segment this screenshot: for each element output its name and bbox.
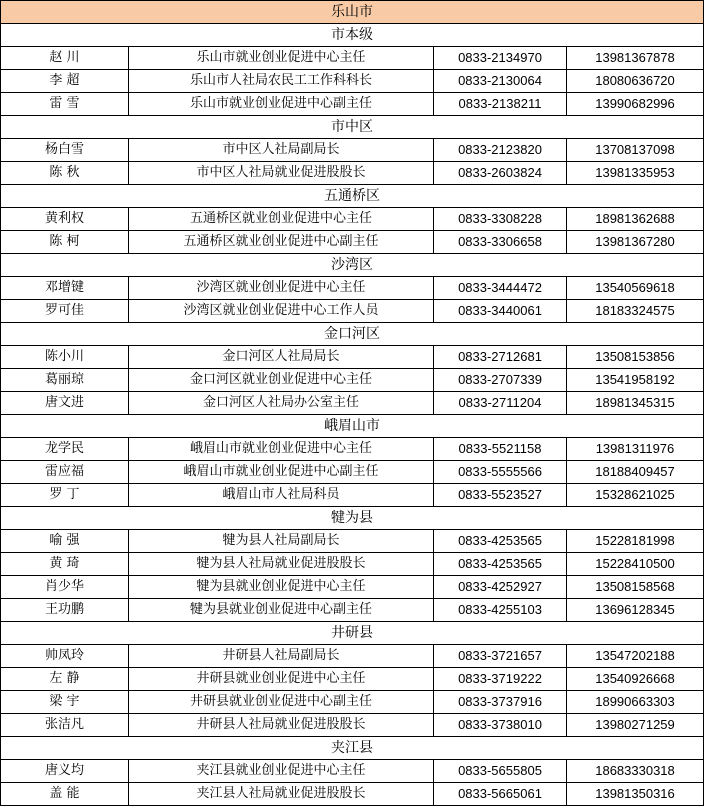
contact-name-cell: 帅凤玲 [1,645,129,668]
table-row [1,300,704,323]
mobile-phone-cell: 15228181998 [567,530,704,553]
contact-name-cell: 肖少华 [1,576,129,599]
office-phone-cell: 0833-3308228 [434,208,567,231]
position-title-cell: 乐山市就业创业促进中心副主任 [129,93,434,116]
position-title-cell: 市中区人社局就业促进股股长 [129,162,434,185]
mobile-phone-cell: 18188409457 [567,461,704,484]
position-title-cell: 夹江县人社局就业促进股股长 [129,783,434,806]
section-header-row [1,507,704,530]
section-header: 沙湾区 [1,254,704,277]
mobile-phone-cell: 18080636720 [567,70,704,93]
section-header-row [1,185,704,208]
section-header: 井研县 [1,622,704,645]
section-header-row [1,116,704,139]
table-row [1,346,704,369]
contact-name-cell: 王功鹏 [1,599,129,622]
section-header-row [1,254,704,277]
office-phone-cell: 0833-4255103 [434,599,567,622]
table-row [1,139,704,162]
table-row [1,576,704,599]
table-row [1,760,704,783]
position-title-cell: 五通桥区就业创业促进中心副主任 [129,231,434,254]
mobile-phone-cell: 13508158568 [567,576,704,599]
mobile-phone-cell: 13981367280 [567,231,704,254]
office-phone-cell: 0833-5521158 [434,438,567,461]
office-phone-cell: 0833-4252927 [434,576,567,599]
mobile-phone-cell: 18981362688 [567,208,704,231]
contact-name-cell: 葛丽琼 [1,369,129,392]
position-title-cell: 乐山市人社局农民工工作科科长 [129,70,434,93]
position-title-cell: 犍为县就业创业促进中心副主任 [129,599,434,622]
mobile-phone-cell: 15228410500 [567,553,704,576]
section-header: 夹江县 [1,737,704,760]
contact-name-cell: 罗 丁 [1,484,129,507]
table-row [1,461,704,484]
office-phone-cell: 0833-3738010 [434,714,567,737]
position-title-cell: 峨眉山市就业创业促进中心主任 [129,438,434,461]
table-row [1,70,704,93]
mobile-phone-cell: 13980271259 [567,714,704,737]
table-row [1,645,704,668]
office-phone-cell: 0833-3737916 [434,691,567,714]
position-title-cell: 金口河区人社局办公室主任 [129,392,434,415]
mobile-phone-cell: 13981335953 [567,162,704,185]
contact-name-cell: 黄 琦 [1,553,129,576]
mobile-phone-cell: 13981350316 [567,783,704,806]
office-phone-cell: 0833-2707339 [434,369,567,392]
office-phone-cell: 0833-5665061 [434,783,567,806]
position-title-cell: 沙湾区就业创业促进中心主任 [129,277,434,300]
table-body [1,1,704,806]
position-title-cell: 五通桥区就业创业促进中心主任 [129,208,434,231]
contact-name-cell: 邓增键 [1,277,129,300]
table-row [1,553,704,576]
contact-name-cell: 龙学民 [1,438,129,461]
table-title-row [1,1,704,24]
table-row [1,277,704,300]
contact-name-cell: 梁 宇 [1,691,129,714]
contact-name-cell: 左 静 [1,668,129,691]
contact-name-cell: 雷 雪 [1,93,129,116]
contact-name-cell: 赵 川 [1,47,129,70]
table-row [1,530,704,553]
mobile-phone-cell: 15328621025 [567,484,704,507]
position-title-cell: 井研县人社局就业促进股股长 [129,714,434,737]
contact-name-cell: 喻 强 [1,530,129,553]
mobile-phone-cell: 13696128345 [567,599,704,622]
mobile-phone-cell: 18183324575 [567,300,704,323]
position-title-cell: 峨眉山市人社局科员 [129,484,434,507]
contact-name-cell: 雷应福 [1,461,129,484]
office-phone-cell: 0833-2123820 [434,139,567,162]
section-header-row [1,323,704,346]
contact-name-cell: 陈 柯 [1,231,129,254]
mobile-phone-cell: 13541958192 [567,369,704,392]
position-title-cell: 沙湾区就业创业促进中心工作人员 [129,300,434,323]
table-row [1,47,704,70]
mobile-phone-cell: 13708137098 [567,139,704,162]
office-phone-cell: 0833-3440061 [434,300,567,323]
section-header-row [1,737,704,760]
table-row [1,438,704,461]
position-title-cell: 金口河区人社局局长 [129,346,434,369]
section-header: 峨眉山市 [1,415,704,438]
mobile-phone-cell: 13981367878 [567,47,704,70]
position-title-cell: 犍为县就业创业促进中心主任 [129,576,434,599]
position-title-cell: 夹江县就业创业促进中心主任 [129,760,434,783]
section-header: 市中区 [1,116,704,139]
section-header-row [1,24,704,47]
office-phone-cell: 0833-5555566 [434,461,567,484]
section-header: 金口河区 [1,323,704,346]
mobile-phone-cell: 13990682996 [567,93,704,116]
office-phone-cell: 0833-3721657 [434,645,567,668]
office-phone-cell: 0833-3306658 [434,231,567,254]
contact-name-cell: 唐文进 [1,392,129,415]
position-title-cell: 犍为县人社局副局长 [129,530,434,553]
position-title-cell: 市中区人社局副局长 [129,139,434,162]
section-header-row [1,415,704,438]
position-title-cell: 犍为县人社局就业促进股股长 [129,553,434,576]
mobile-phone-cell: 13540569618 [567,277,704,300]
contact-name-cell: 陈小川 [1,346,129,369]
position-title-cell: 金口河区就业创业促进中心主任 [129,369,434,392]
position-title-cell: 井研县就业创业促进中心主任 [129,668,434,691]
contact-name-cell: 盖 能 [1,783,129,806]
office-phone-cell: 0833-2130064 [434,70,567,93]
position-title-cell: 乐山市就业创业促进中心主任 [129,47,434,70]
table-row [1,392,704,415]
mobile-phone-cell: 13508153856 [567,346,704,369]
table-row [1,484,704,507]
contact-name-cell: 唐义均 [1,760,129,783]
office-phone-cell: 0833-2603824 [434,162,567,185]
table-row [1,783,704,806]
office-phone-cell: 0833-3719222 [434,668,567,691]
section-header: 犍为县 [1,507,704,530]
office-phone-cell: 0833-3444472 [434,277,567,300]
contact-name-cell: 陈 秋 [1,162,129,185]
position-title-cell: 井研县人社局副局长 [129,645,434,668]
table-row [1,162,704,185]
section-header: 市本级 [1,24,704,47]
contact-name-cell: 张洁凡 [1,714,129,737]
mobile-phone-cell: 13540926668 [567,668,704,691]
table-row [1,714,704,737]
mobile-phone-cell: 18981345315 [567,392,704,415]
office-phone-cell: 0833-5523527 [434,484,567,507]
contact-name-cell: 罗可佳 [1,300,129,323]
table-row [1,668,704,691]
table-row [1,208,704,231]
office-phone-cell: 0833-2711204 [434,392,567,415]
position-title-cell: 井研县就业创业促进中心副主任 [129,691,434,714]
table-row [1,369,704,392]
office-phone-cell: 0833-2138211 [434,93,567,116]
table-row [1,599,704,622]
section-header-row [1,622,704,645]
office-phone-cell: 0833-2134970 [434,47,567,70]
table-row [1,231,704,254]
office-phone-cell: 0833-5655805 [434,760,567,783]
position-title-cell: 峨眉山市就业创业促进中心副主任 [129,461,434,484]
mobile-phone-cell: 18683330318 [567,760,704,783]
mobile-phone-cell: 13547202188 [567,645,704,668]
office-phone-cell: 0833-2712681 [434,346,567,369]
mobile-phone-cell: 13981311976 [567,438,704,461]
contact-name-cell: 杨白雪 [1,139,129,162]
table-title: 乐山市 [1,1,704,24]
mobile-phone-cell: 18990663303 [567,691,704,714]
office-phone-cell: 0833-4253565 [434,530,567,553]
section-header: 五通桥区 [1,185,704,208]
table-row [1,691,704,714]
contact-name-cell: 黄利权 [1,208,129,231]
contact-name-cell: 李 超 [1,70,129,93]
table-row [1,93,704,116]
office-phone-cell: 0833-4253565 [434,553,567,576]
